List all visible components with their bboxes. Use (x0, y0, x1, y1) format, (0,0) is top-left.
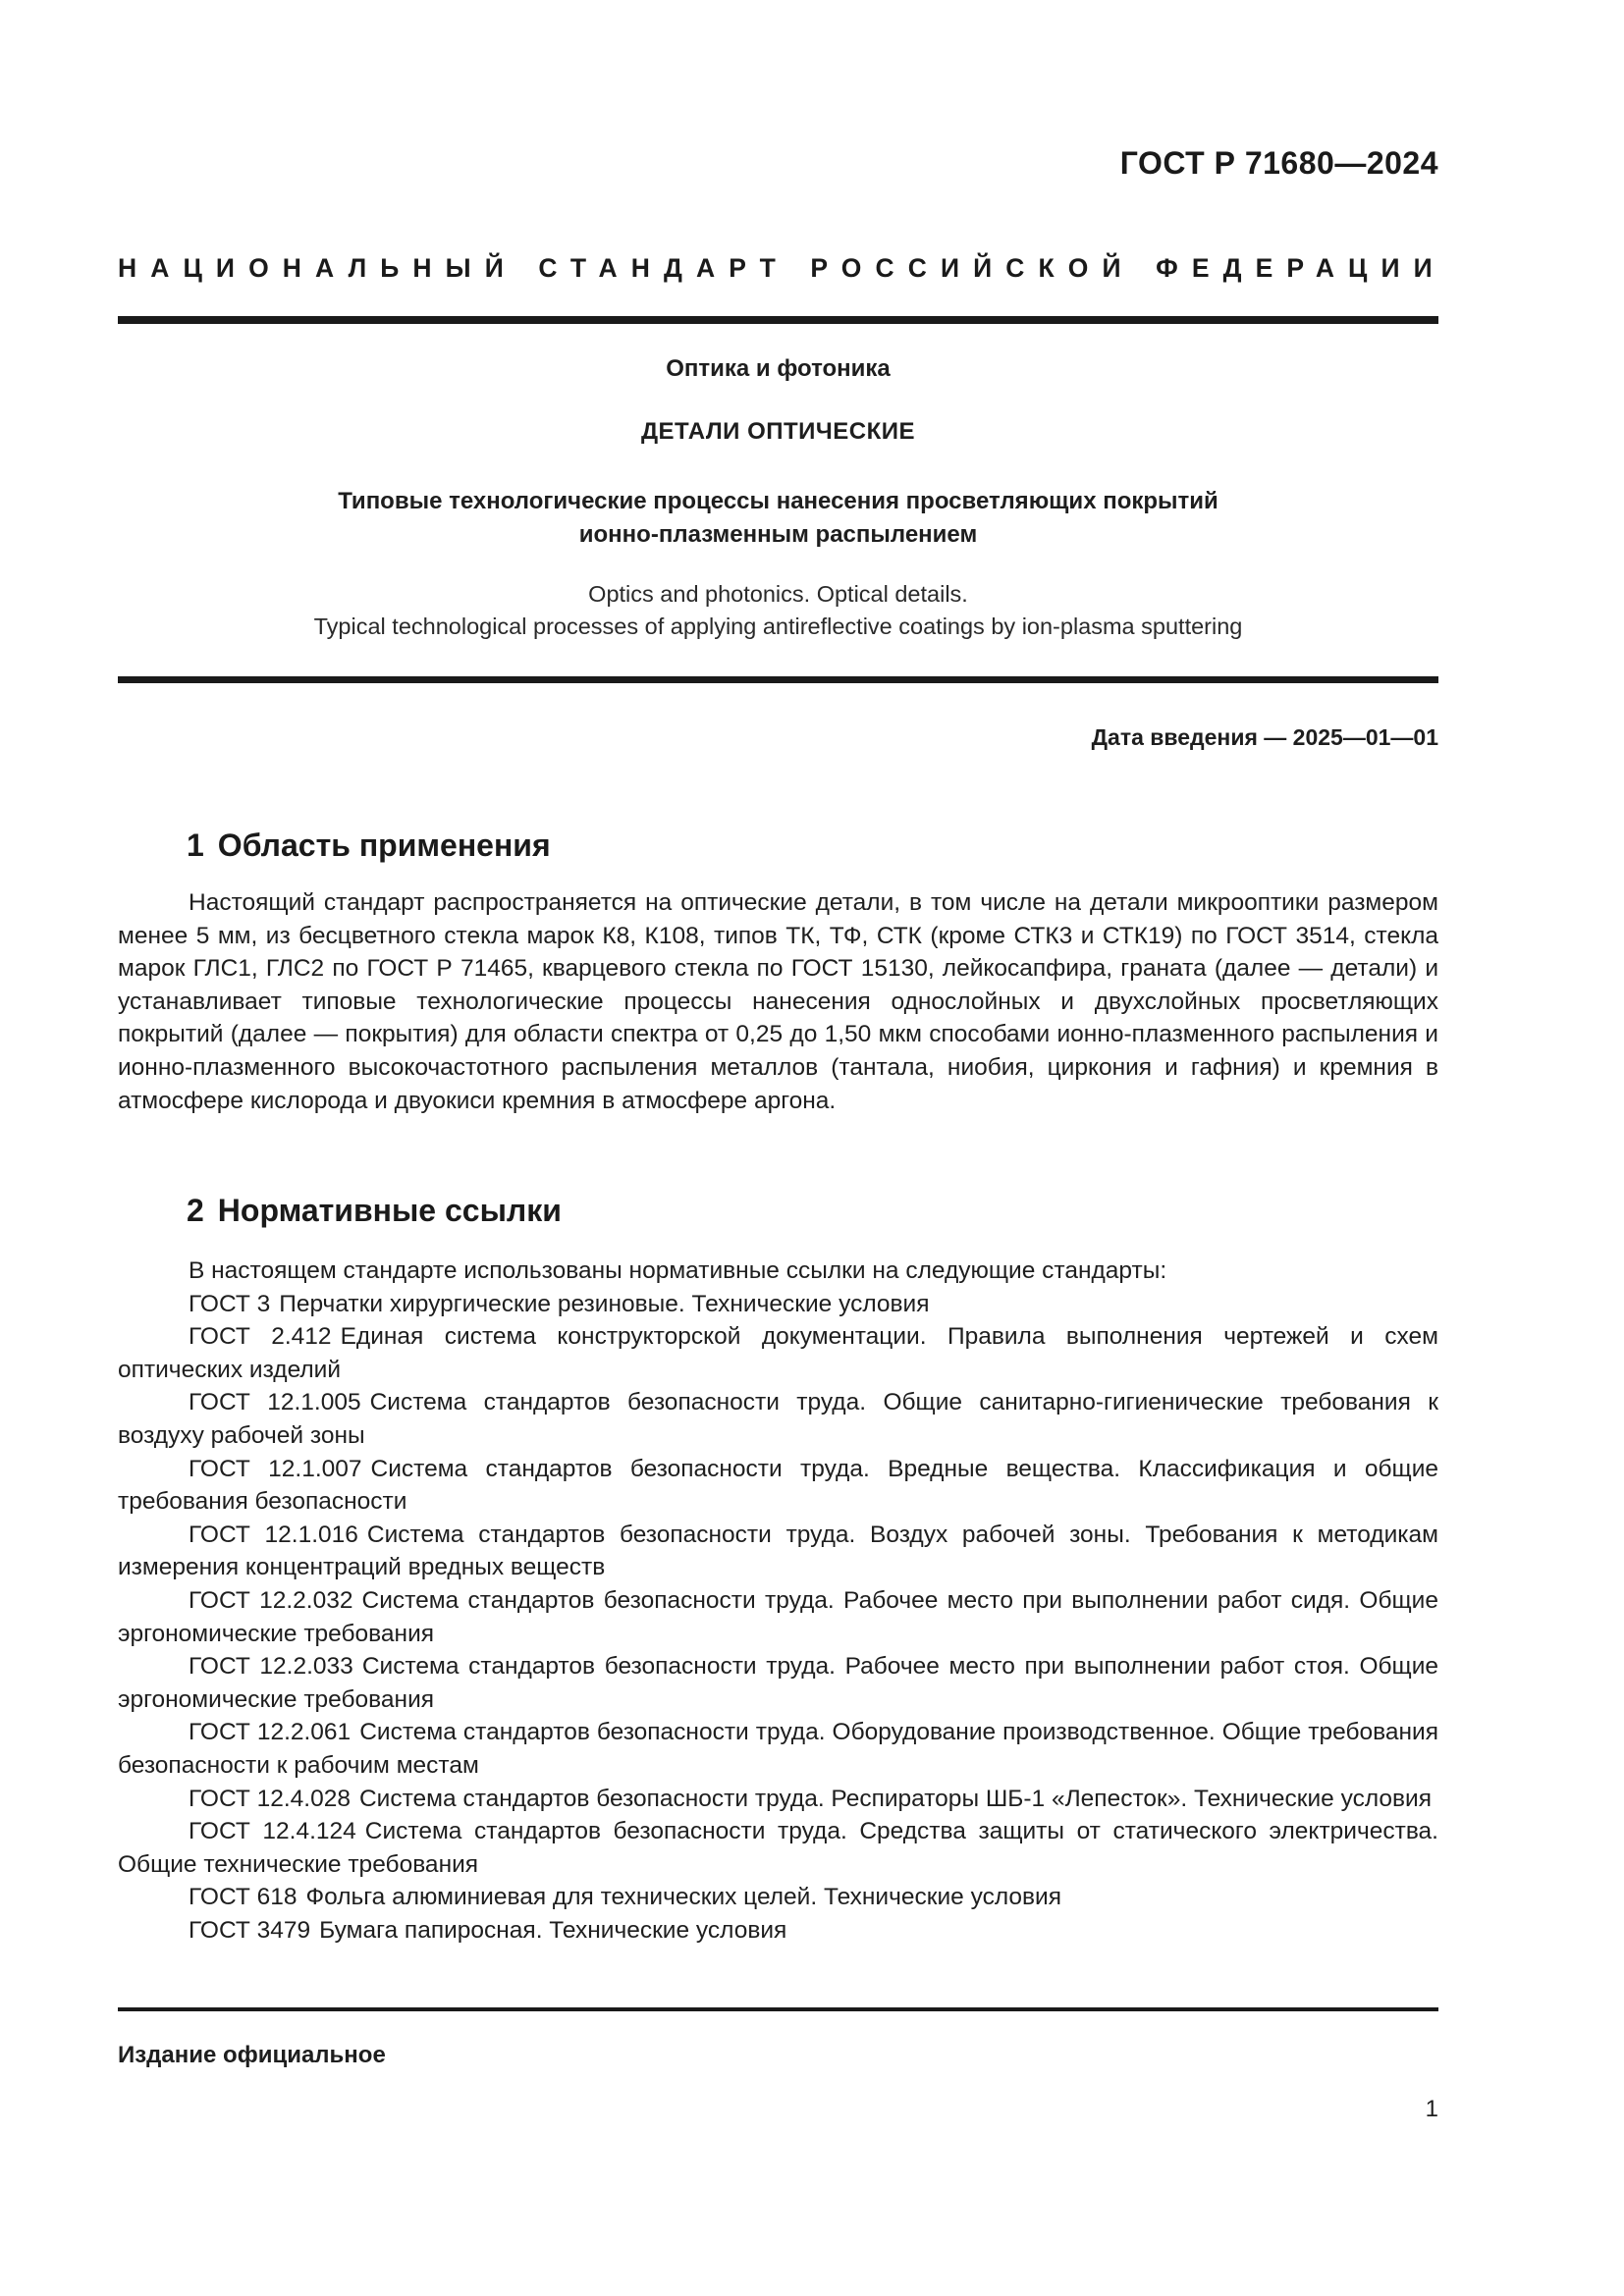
reference-item (118, 1453, 1438, 1519)
english-title-line-2: Typical technological processes of applying antireflective coatings by ion-plasma sputtering (313, 614, 1243, 639)
reference-code: ГОСТ 12.1.005 (189, 1389, 361, 1416)
reference-title: Система стандартов безопасности труда. Общие санитарно-гигиенические требования к воздуху рабочей зоны (118, 1389, 1439, 1449)
english-title (118, 578, 1438, 643)
reference-code: ГОСТ 12.2.061 (189, 1719, 352, 1746)
section-title: Нормативные ссылки (217, 1193, 562, 1228)
introduction-date: Дата введения — 2025—01—01 (1091, 724, 1438, 750)
english-title-line-1: Optics and photonics. Optical details. (588, 581, 968, 607)
normative-references-list (118, 1255, 1438, 1947)
reference-title: Единая система конструкторской документации. Правила выполнения чертежей и схем оптических изделий (118, 1323, 1438, 1383)
page-number: 1 (1425, 2096, 1438, 2122)
section-heading-references (187, 1193, 562, 1229)
section-number: 2 (187, 1193, 204, 1228)
reference-code: ГОСТ 618 (189, 1884, 298, 1911)
reference-code: ГОСТ 12.4.028 (189, 1785, 351, 1812)
section-title: Область применения (217, 828, 551, 863)
standard-group-title: Оптика и фотоника (666, 355, 891, 382)
subtitle-line-2: ионно-плазменным распылением (578, 521, 978, 548)
reference-title: Система стандартов безопасности труда. Воздух рабочей зоны. Требования к методикам измерения концентраций вредных веществ (118, 1521, 1438, 1581)
reference-title: Система стандартов безопасности труда. Респираторы ШБ-1 «Лепесток». Технические условия (358, 1785, 1432, 1812)
official-edition-label: Издание официальное (118, 2042, 386, 2068)
reference-code: ГОСТ 12.1.007 (189, 1455, 362, 1482)
reference-item (118, 1716, 1438, 1782)
reference-title: Бумага папиросная. Технические условия (319, 1916, 787, 1944)
title-divider (118, 676, 1438, 683)
reference-code: ГОСТ 12.2.033 (189, 1653, 353, 1681)
footer-divider (118, 2007, 1438, 2011)
reference-title: Система стандартов безопасности труда. Вредные вещества. Классификация и общие требования безопасности (118, 1455, 1439, 1516)
reference-code: ГОСТ 12.4.124 (189, 1818, 356, 1845)
document-number: ГОСТ Р 71680—2024 (1119, 145, 1438, 181)
reference-item (118, 1783, 1438, 1816)
document-page (118, 0, 1446, 2296)
reference-title: Перчатки хирургические резиновые. Технические условия (279, 1290, 930, 1317)
reference-code: ГОСТ 3 (189, 1290, 271, 1317)
reference-title: Система стандартов безопасности труда. Рабочее место при выполнении работ сидя. Общие эргономические требования (118, 1586, 1438, 1647)
reference-item (118, 1914, 1438, 1948)
standard-subtitle (118, 485, 1438, 552)
reference-item (118, 1584, 1438, 1650)
reference-item (118, 1386, 1438, 1452)
section-number: 1 (187, 828, 204, 863)
reference-item (118, 1320, 1438, 1386)
subtitle-line-1: Типовые технологические процессы нанесения просветляющих покрытий (338, 488, 1218, 514)
standard-main-title: ДЕТАЛИ ОПТИЧЕСКИЕ (640, 418, 916, 445)
reference-item (118, 1650, 1438, 1716)
section-heading-scope (187, 828, 551, 864)
reference-item (118, 1815, 1438, 1881)
reference-title: Фольга алюминиевая для технических целей. Технические условия (305, 1884, 1061, 1911)
top-divider (118, 316, 1438, 324)
reference-item (118, 1881, 1438, 1914)
reference-item (118, 1519, 1438, 1584)
reference-code: ГОСТ 2.412 (189, 1323, 332, 1351)
national-standard-banner: НАЦИОНАЛЬНЫЙ СТАНДАРТ РОССИЙСКОЙ ФЕДЕРАЦИИ (118, 253, 1446, 283)
reference-item (118, 1288, 1438, 1321)
scope-paragraph: Настоящий стандарт распространяется на оптические детали, в том числе на детали микрооптики размером менее 5 мм, из бесцветного стекла марок К8, К108, типов ТК, ТФ, СТК (кроме СТК3 и СТК19) по ГОСТ 3514, стекла марок ГЛС1, ГЛС2 по ГОСТ Р 71465, кварцевого стекла по ГОСТ 15130, лейкосапфира, граната (далее — детали) и устанавливает типовые технологические процессы нанесения однослойных и двухслойных просветляющих покрытий (далее — покрытия) для области спектра от 0,25 до 1,50 мкм способами ионно-плазменного распыления и ионно-плазменного высокочастотного распыления металлов (тантала, ниобия, циркония и гафния) и кремния в атмосфере кислорода и двуокиси кремния в атмосфере аргона. (118, 889, 1438, 1114)
reference-code: ГОСТ 12.1.016 (189, 1521, 358, 1548)
references-intro: В настоящем стандарте использованы нормативные ссылки на следующие стандарты: (189, 1257, 1167, 1284)
reference-title: Система стандартов безопасности труда. Средства защиты от статического электричества. Общие технические требования (118, 1818, 1438, 1878)
reference-title: Система стандартов безопасности труда. Рабочее место при выполнении работ стоя. Общие эргономические требования (118, 1653, 1439, 1713)
reference-code: ГОСТ 12.2.032 (189, 1586, 353, 1614)
reference-code: ГОСТ 3479 (189, 1916, 311, 1944)
reference-title: Система стандартов безопасности труда. Оборудование производственное. Общие требования безопасности к рабочим местам (118, 1719, 1439, 1779)
